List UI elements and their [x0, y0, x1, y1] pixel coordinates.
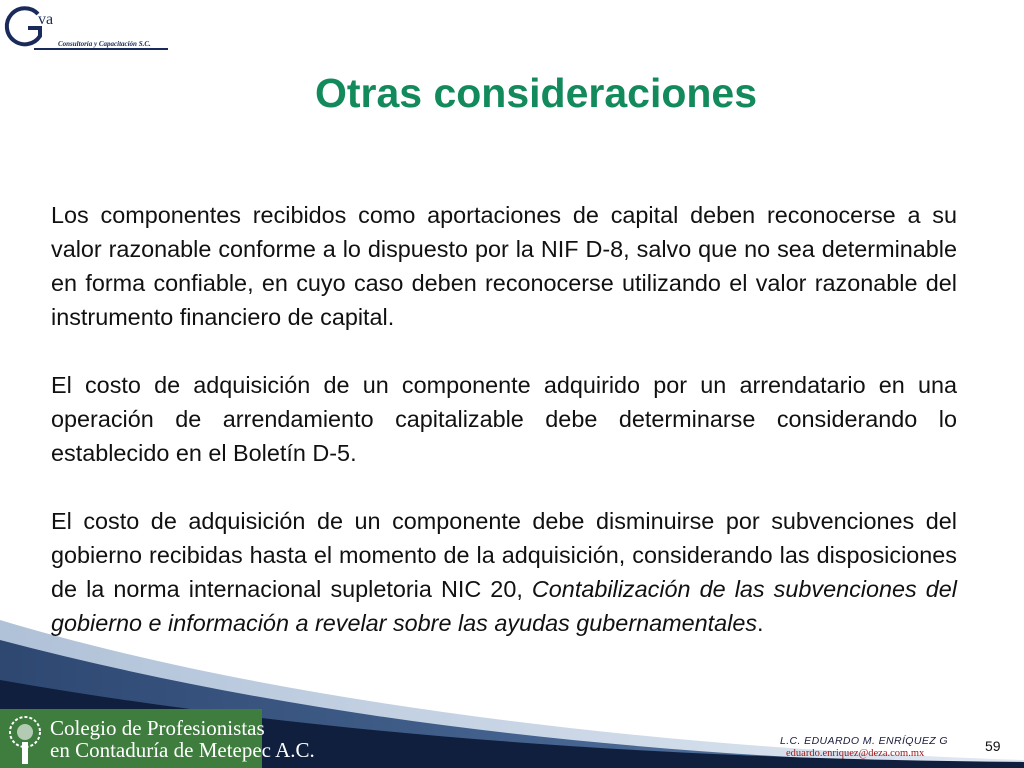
paragraph-3-standard-title: Contabilización de las subvenciones del gobierno e información a revelar sobre las ayudas gubernamentales — [51, 576, 958, 636]
paragraph-3-text: El costo de adquisición de un componente debe disminuirse por subvenciones del gobierno recibidas hasta el momento de la adquisición, considerando las disposiciones de la norma internacional supletoria NIC 20, — [51, 508, 957, 602]
org-name — [50, 717, 315, 761]
paragraph-1: Los componentes recibidos como aportaciones de capital deben reconocerse a su valor razonable conforme a lo dispuesto por la NIF D-8, salvo que no sea determinable en forma confiable, en cuyo caso deben reconocerse utilizando el valor razonable del instrumento financiero de capital. — [51, 202, 957, 330]
org-name-line-1: Colegio de Profesionistas — [50, 716, 265, 740]
page-number: 59 — [985, 738, 1001, 754]
paragraph-3 — [51, 504, 957, 640]
logo-mark — [4, 2, 64, 52]
slide-body — [51, 198, 957, 640]
paragraph-2: El costo de adquisición de un componente adquirido por un arrendatario en una operación de arrendamiento capitalizable debe determinarse considerando lo establecido en el Boletín D-5. — [51, 372, 957, 466]
author-name: L.C. EDUARDO M. ENRÍQUEZ G — [780, 735, 948, 747]
paragraph-3-end: . — [757, 610, 764, 636]
slide-title: Otras consideraciones — [314, 70, 758, 116]
org-name-line-2: en Contaduría de Metepec A.C. — [50, 738, 315, 762]
svg-text:va: va — [38, 11, 54, 28]
logo-underline — [34, 48, 168, 50]
tree-icon — [2, 712, 48, 766]
logo-caption: Consultoría y Capacitación S.C. — [58, 40, 151, 48]
org-badge — [0, 709, 315, 768]
company-logo — [4, 2, 174, 52]
author-email: eduardo.enriquez@deza.com.mx — [786, 748, 925, 759]
